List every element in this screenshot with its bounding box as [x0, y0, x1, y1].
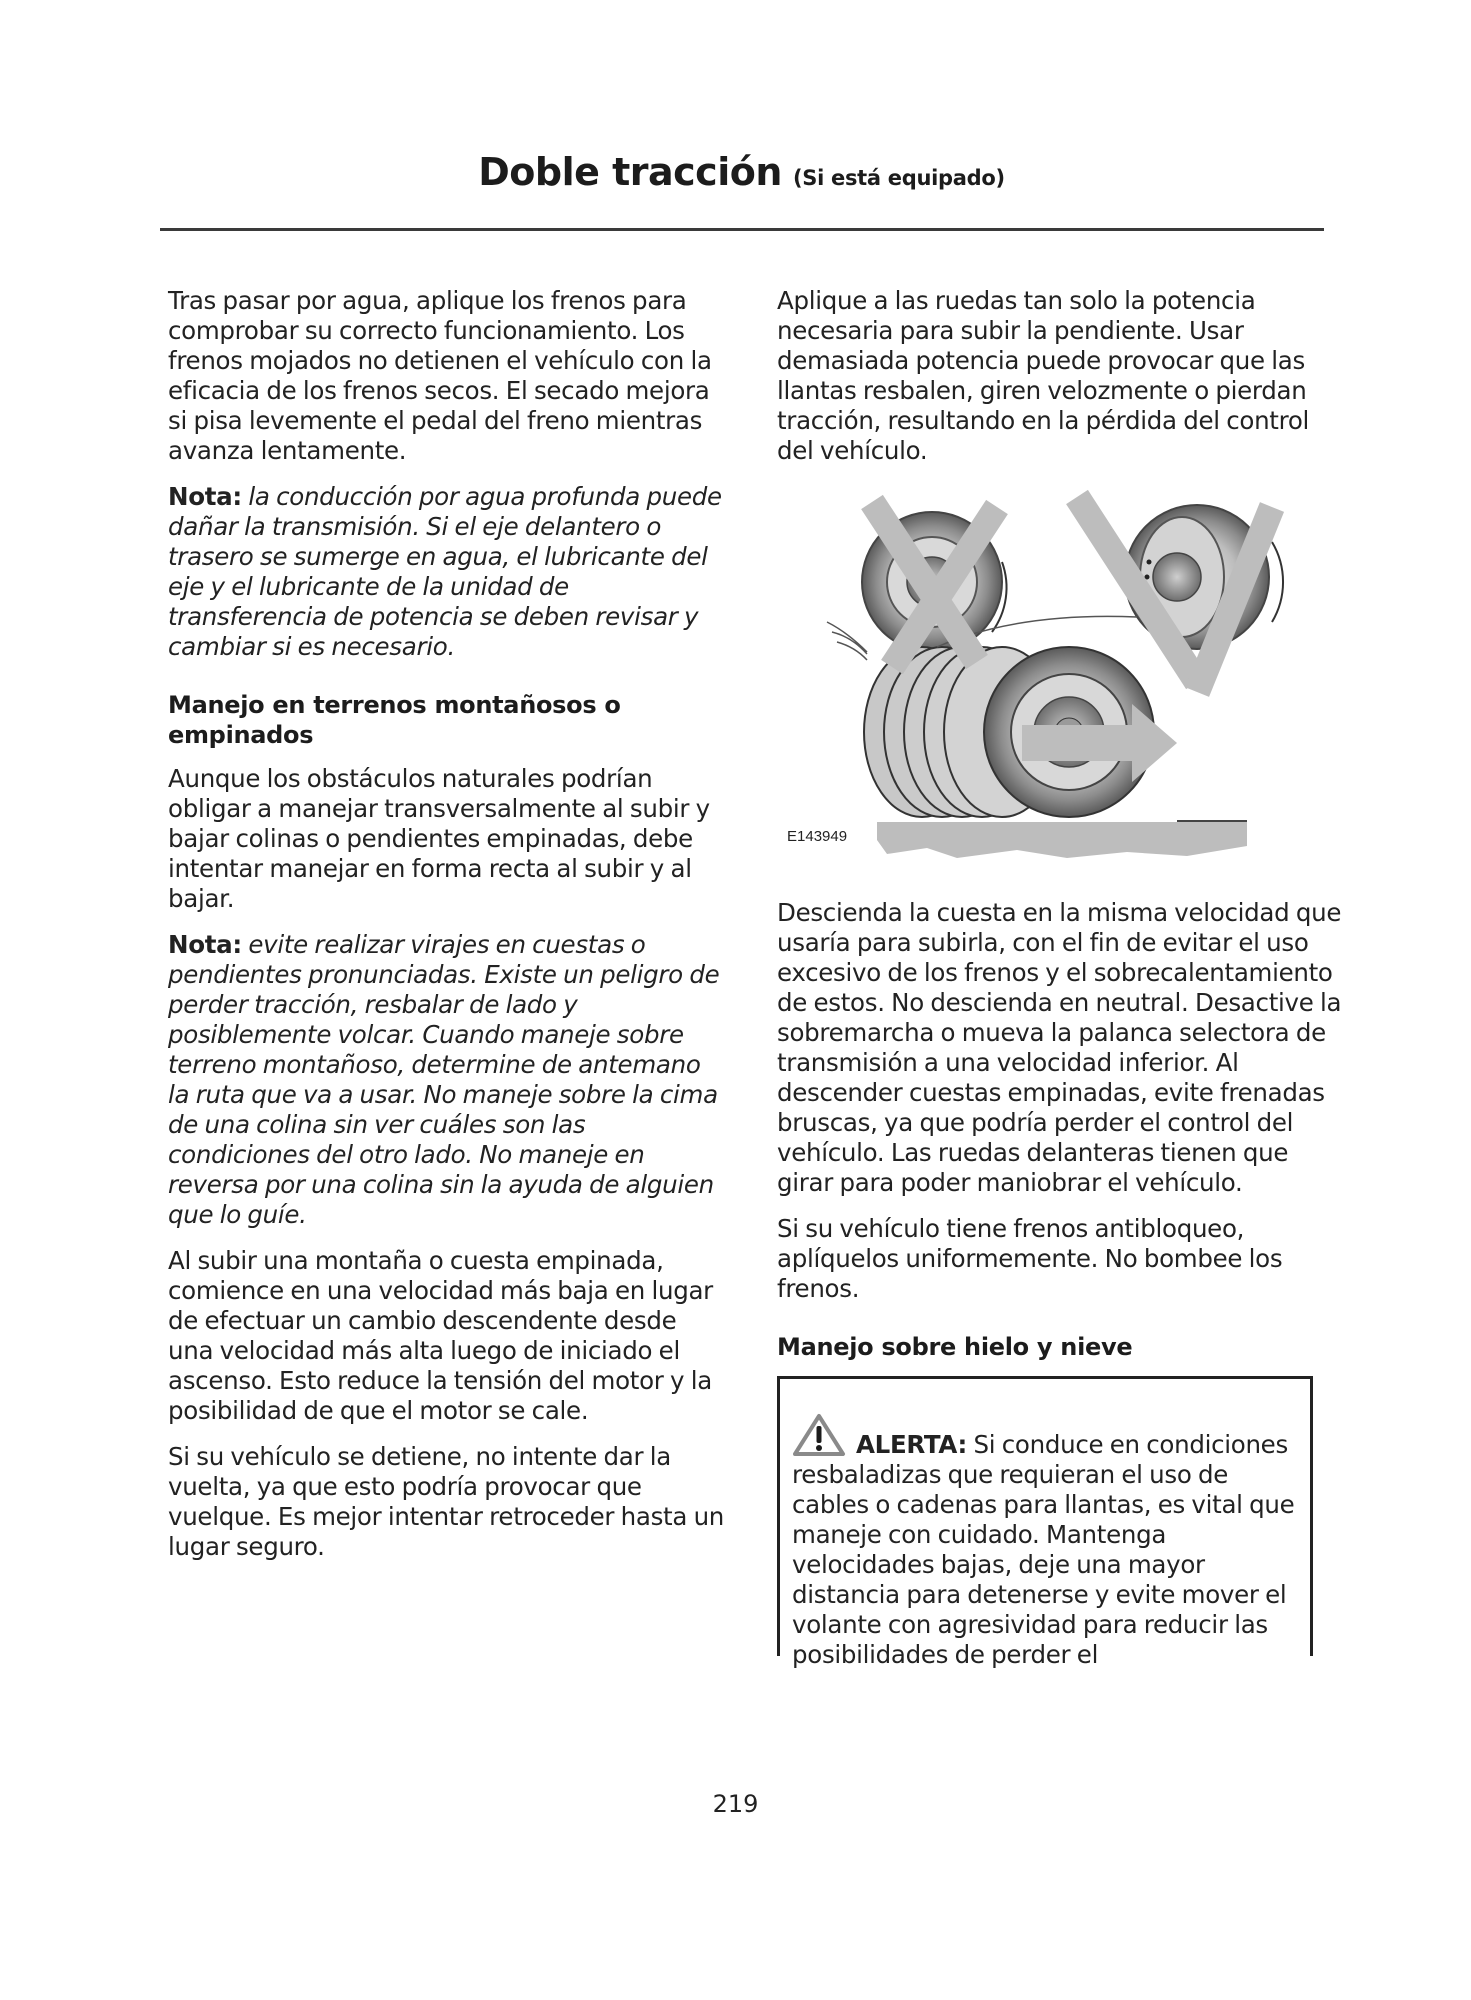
left-column	[168, 286, 728, 1578]
section-heading-hills: Manejo en terrenos montañosos o empinados	[168, 691, 621, 749]
figure-code: E143949	[787, 828, 848, 845]
note-text: evite realizar virajes en cuestas o pendientes pronunciadas. Existe un peligro de perder tracción, resbalar de lado y posiblemente volcar. Cuando maneje sobre terreno montañoso, determine de antemano la ruta que va a usar. No maneje sobre la cima de una colina sin ver cuáles son las condiciones del otro lado. No maneje en reversa por una colina sin la ayuda de alguien que lo guíe.	[168, 930, 720, 1229]
alert-text	[792, 1413, 1296, 1670]
right-column	[777, 286, 1347, 1669]
page-title: Doble tracción	[478, 150, 782, 194]
ground	[877, 822, 1247, 840]
alert-body: Si conduce en condiciones resbaladizas que requieran el uso de cables o cadenas para llantas, es vital que maneje con cuidado. Mantenga velocidades bajas, deje una mayor distancia para detenerse y evite mover el volante con agresividad para reducir las posibilidades de perder el	[792, 1430, 1295, 1669]
note-text: la conducción por agua profunda puede dañar la transmisión. Si el eje delantero o trasero se sumerge en agua, el lubricante del eje y el lubricante de la unidad de transferencia de potencia se deben revisar y cambiar si es necesario.	[168, 482, 722, 661]
wheel-illustration-icon	[777, 482, 1347, 882]
paragraph-descend: Descienda la cuesta en la misma velocidad que usaría para subirla, con el fin de evitar el uso excesivo de los frenos y el sobrecalentamiento de estos. No descienda en neutral. Desactive la sobremarcha o mueva la palanca selectora de transmisión a una velocidad inferior. Al descender cuestas empinadas, evite frenadas bruscas, ya que podría perder el control del vehículo. Las ruedas delanteras tienen que girar para poder maniobrar el vehículo.	[777, 898, 1342, 1197]
paragraph-power: Aplique a las ruedas tan solo la potencia necesaria para subir la pendiente. Usar demasiada potencia puede provocar que las llantas resbalen, giren velozmente o pierdan tracción, resultando en la pérdida del control del vehículo.	[777, 286, 1310, 465]
page-subtitle: (Si está equipado)	[792, 166, 1005, 190]
page-header	[160, 150, 1323, 194]
header-divider	[160, 228, 1324, 231]
warning-triangle-icon	[792, 1413, 846, 1457]
paragraph-wet-brakes: Tras pasar por agua, aplique los frenos para comprobar su correcto funcionamiento. Los frenos mojados no detienen el vehículo con la eficacia de los frenos secos. El secado mejora si pisa levemente el pedal del freno mientras avanza lentamente.	[168, 286, 712, 465]
wheel-traction-illustration	[777, 482, 1347, 882]
paragraph-drive-straight: Aunque los obstáculos naturales podrían obligar a manejar transversalmente al subir y bajar colinas o pendientes empinadas, debe intentar manejar en forma recta al subir y al bajar.	[168, 764, 710, 913]
note-label: Nota:	[168, 482, 242, 511]
paragraph-vehicle-stops: Si su vehículo se detiene, no intente dar la vuelta, ya que esto podría provocar que vuelque. Es mejor intentar retroceder hasta un lugar seguro.	[168, 1442, 725, 1561]
paragraph-climbing: Al subir una montaña o cuesta empinada, comience en una velocidad más baja en lugar de efectuar un cambio descendente desde una velocidad más alta luego de iniciado el ascenso. Esto reduce la tensión del motor y la posibilidad de que el motor se cale.	[168, 1246, 713, 1425]
alert-label: ALERTA:	[856, 1430, 967, 1459]
note-deep-water	[168, 482, 728, 662]
note-slopes	[168, 930, 728, 1230]
paragraph-abs: Si su vehículo tiene frenos antibloqueo, aplíquelos uniformemente. No bombee los frenos.	[777, 1214, 1283, 1303]
page-number: 219	[712, 1790, 759, 1818]
note-label: Nota:	[168, 930, 242, 959]
section-heading-ice-snow: Manejo sobre hielo y nieve	[777, 1333, 1133, 1361]
alert-box	[777, 1376, 1313, 1669]
